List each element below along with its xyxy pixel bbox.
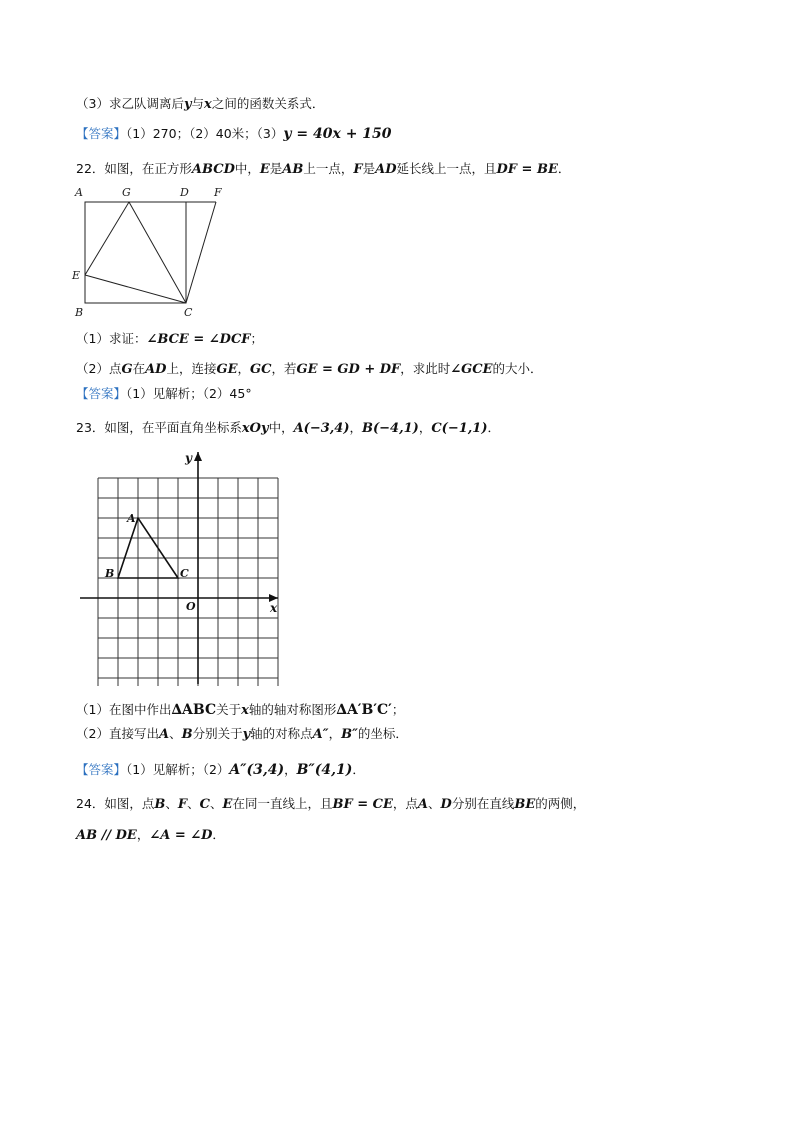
square-abcd	[85, 202, 186, 303]
q23-answer: 【答案】（1）见解析；（2）A″(3,4)，B″(4,1)．	[76, 762, 365, 778]
label-c: C	[184, 306, 193, 319]
answer-tag: 【答案】	[76, 126, 127, 141]
q24-line1: 24．如图，点B、F、C、E在同一直线上，且BF = CE，点A、D分别在直线BE的两侧，	[76, 796, 586, 812]
answer-tag: 【答案】	[76, 386, 127, 401]
answer-tag: 【答案】	[76, 762, 127, 777]
label-g: G	[122, 186, 131, 199]
q22-answer: 【答案】（1）见解析；（2）45°	[76, 386, 252, 401]
q24-line2: AB // DE，∠A = ∠D．	[76, 827, 225, 843]
q23-part1: （1）在图中作出∆ABC关于x轴的轴对称图形∆A′B′C′；	[76, 702, 405, 718]
q21-answer: 【答案】（1）270；（2）40米；（3）y = 40x + 150	[76, 126, 392, 142]
segment-ge	[85, 202, 129, 275]
y-axis-arrow	[194, 452, 202, 461]
label-b: B	[75, 306, 84, 319]
segment-ec	[85, 275, 186, 303]
q23-coordinate-grid	[74, 448, 288, 686]
q23-stem: 23．如图，在平面直角坐标系xOy中，A(−3,4)，B(−4,1)，C(−1,1)．	[76, 420, 501, 436]
q23-part2: （2）直接写出A、B分别关于y轴的对称点A″，B″的坐标．	[76, 726, 408, 742]
label-o: O	[186, 600, 196, 613]
segment-fc	[186, 202, 216, 303]
label-a: A	[127, 512, 136, 525]
label-b: B	[105, 567, 115, 580]
label-e: E	[72, 269, 81, 282]
label-d: D	[180, 186, 189, 199]
label-c: C	[180, 567, 189, 580]
q22-stem: 22．如图，在正方形ABCD中，E是AB上一点，F是AD延长线上一点，且DF = BE．	[76, 161, 571, 177]
label-a: A	[75, 186, 83, 199]
q22-part2: （2）点G在AD上，连接GE，GC，若GE = GD + DF，求此时∠GCE的大小．	[76, 361, 543, 377]
q21-part3: （3）求乙队调离后y与x之间的函数关系式．	[76, 96, 325, 112]
label-y: y	[185, 451, 192, 465]
label-x: x	[270, 601, 278, 615]
triangle-abc	[118, 518, 178, 578]
label-f: F	[214, 186, 222, 199]
q22-square-figure	[68, 182, 238, 322]
segment-gc	[129, 202, 186, 303]
q22-part1: （1）求证：∠BCE = ∠DCF；	[76, 331, 264, 347]
